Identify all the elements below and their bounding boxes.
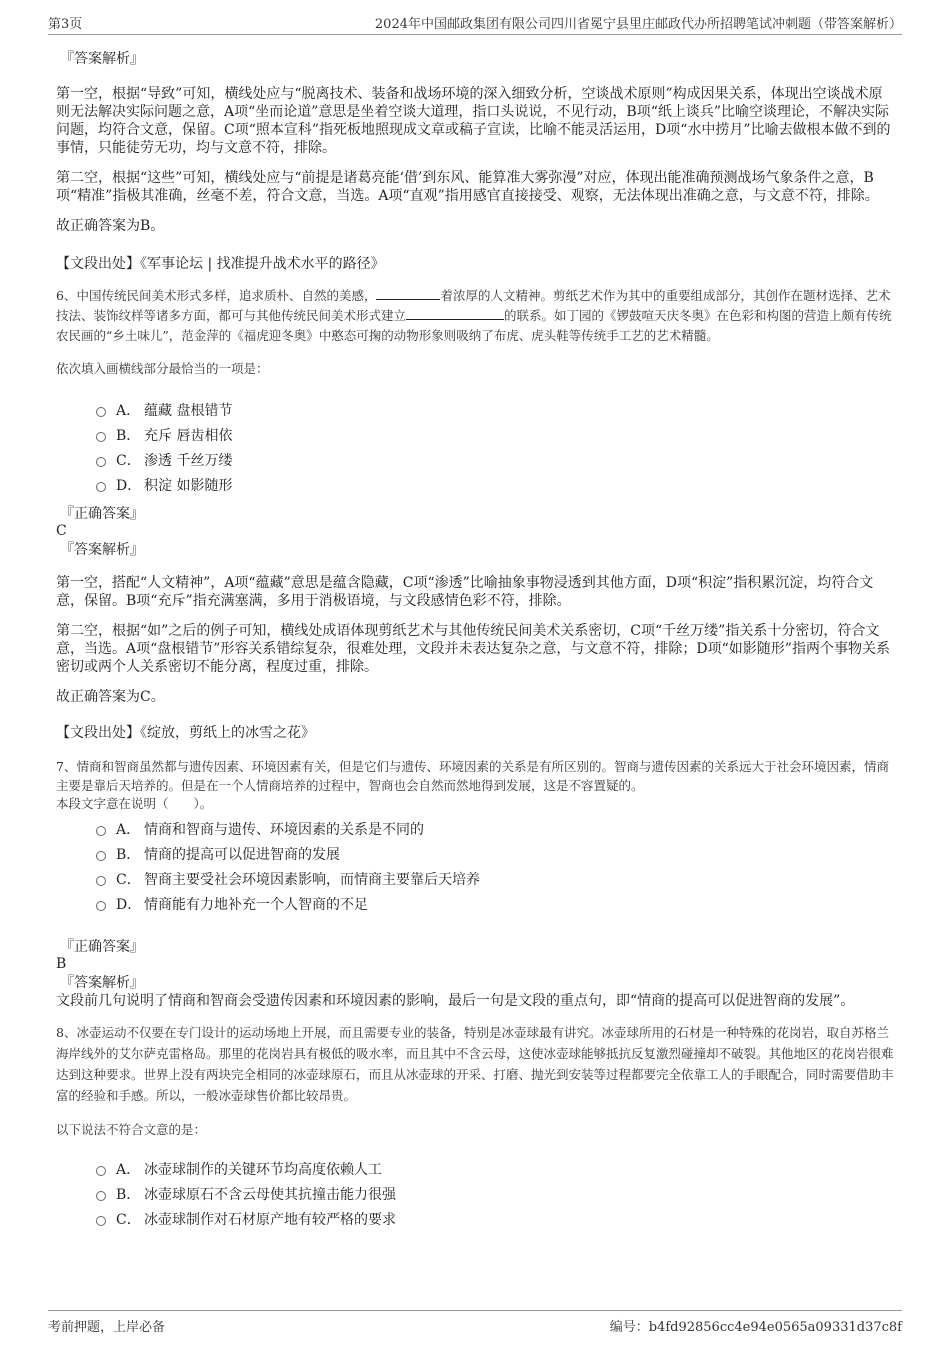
option-d[interactable]	[96, 472, 896, 497]
option-b[interactable]	[96, 1181, 896, 1206]
page-footer	[48, 1310, 902, 1335]
page-header	[48, 10, 902, 35]
option-letter: A．	[116, 821, 141, 838]
conclusion: 故正确答案为B。	[56, 218, 165, 234]
question-stem	[56, 286, 896, 346]
option-text: 渗透 千丝万缕	[144, 452, 233, 469]
question-stem-part: 的联系。如丁园的《锣鼓喧天庆冬奥》在色彩和构图的营造上颇有传统农民画的“乡土味儿”，范金萍的《福虎迎冬奥》中憨态可掬的动物形象则吸纳了布虎、虎头鞋等传统手工艺的艺术精髓。	[56, 308, 892, 343]
analysis-tag: 『答案解析』	[60, 975, 144, 991]
analysis-paragraph: 文段前几句说明了情商和智商会受遗传因素和环境因素的影响，最后一句是文段的重点句，即“情商的提高可以促进智商的发展”。	[56, 993, 855, 1009]
option-letter: D．	[116, 477, 142, 494]
option-letter: B．	[116, 846, 141, 863]
option-letter: C．	[116, 871, 141, 888]
option-letter: A．	[116, 402, 141, 419]
option-c[interactable]	[96, 447, 896, 472]
radio-icon[interactable]	[96, 876, 106, 886]
source-citation: 【文段出处】《绽放，剪纸上的冰雪之花》	[56, 725, 315, 741]
radio-icon[interactable]	[96, 407, 106, 417]
source-citation: 【文段出处】《军事论坛 | 找准提升战术水平的路径》	[56, 256, 385, 272]
option-text: 积淀 如影随形	[144, 477, 233, 494]
question-prompt: 本段文字意在说明（ ）。	[56, 796, 213, 811]
analysis-paragraph: 第二空，根据“这些”可知，横线处应与“前提是诸葛亮能‘借’到东风、能算准大雾弥漫”对应，体现出能准确预测战场气象条件之意，B项“精准”指极其准确，丝毫不差，符合文意，当选。A项“直观”指用感官直接接受、观察，无法体现出准确之意，与文意不符，排除。	[56, 170, 879, 204]
answer-tag: 『正确答案』	[60, 506, 144, 522]
option-text: 情商的提高可以促进智商的发展	[144, 846, 340, 863]
option-letter: D．	[116, 896, 142, 913]
conclusion: 故正确答案为C。	[56, 689, 165, 705]
analysis-paragraph: 第一空，根据“导致”可知，横线处应与“脱离技术、装备和战场环境的深入细致分析，空谈战术原则”构成因果关系，体现出空谈战术原则无法解决实际问题之意，A项“坐而论道”意思是坐着空谈大道理，指口头说说，不见行动，B项“纸上谈兵”比喻空谈理论，不解决实际问题，均符合文意，保留。C项“照本宣科”指死板地照现成文章或稿子宣读，比喻不能灵活运用，D项“水中捞月”比喻去做根本做不到的事情，只能徒劳无功，均与文意不符，排除。	[56, 86, 891, 156]
option-a[interactable]	[96, 397, 896, 422]
option-letter: B．	[116, 427, 141, 444]
option-d[interactable]	[96, 891, 896, 916]
option-a[interactable]	[96, 1156, 896, 1181]
blank-line	[406, 307, 504, 320]
analysis-paragraph: 第一空，搭配“人文精神”，A项“蕴藏”意思是蕴含隐藏，C项“渗透”比喻抽象事物浸透到其他方面，D项“积淀”指积累沉淀，均符合文意，保留。B项“充斥”指充满塞满，多用于消极语境，与文段感情色彩不符，排除。	[56, 575, 874, 609]
radio-icon[interactable]	[96, 1166, 106, 1176]
question-stem-part: 6、中国传统民间美术形式多样，追求质朴、自然的美感，	[56, 288, 377, 303]
radio-icon[interactable]	[96, 851, 106, 861]
radio-icon[interactable]	[96, 482, 106, 492]
option-text: 智商主要受社会环境因素影响，而情商主要靠后天培养	[144, 871, 480, 888]
question-stem: 7、情商和智商虽然都与遗传因素、环境因素有关，但是它们与遗传、环境因素的关系是有所区别的。智商与遗传因素的关系远大于社会环境因素，情商主要是靠后天培养的。但是在一个人情商培养的过程中，智商也会自然而然地得到发展，这是不容置疑的。	[56, 759, 889, 793]
option-text: 情商能有力地补充一个人智商的不足	[144, 896, 368, 913]
correct-answer: B	[56, 956, 67, 972]
question-prompt: 依次填入画横线部分最恰当的一项是：	[56, 361, 269, 376]
footer-slogan: 考前押题，上岸必备	[48, 1320, 166, 1335]
option-text: 情商和智商与遗传、环境因素的关系是不同的	[144, 821, 424, 838]
analysis-tag: 『答案解析』	[60, 542, 144, 558]
radio-icon[interactable]	[96, 1191, 106, 1201]
options-list	[56, 816, 896, 916]
option-text: 冰壶球制作的关键环节均高度依赖人工	[144, 1161, 382, 1178]
option-b[interactable]	[96, 422, 896, 447]
document-id: 编号：b4fd92856cc4e94e0565a09331d37c8f	[609, 1320, 902, 1335]
question-stem: 8、冰壶运动不仅要在专门设计的运动场地上开展，而且需要专业的装备，特别是冰壶球最有讲究。冰壶球所用的石材是一种特殊的花岗岩，取自苏格兰海岸线外的艾尔萨克雷格岛。那里的花岗岩具有极低的吸水率，而且其中不含云母，这使冰壶球能够抵抗反复激烈碰撞却不破裂。其他地区的花岗岩很难达到这种要求。世界上没有两块完全相同的冰壶球原石，而且从冰壶球的开采、打磨、抛光到安装等过程都要完全依靠工人的手眼配合，同时需要借助丰富的经验和手感。所以，一般冰壶球售价都比较昂贵。	[56, 1025, 894, 1103]
options-list	[56, 397, 896, 497]
question-stem-part: 着浓厚的人文精神。剪纸艺术作为其中的重要组成部分，其创作在题材选择、艺术技法、装饰纹样等诸多方面，都可与其他传统民间美术形式建立	[56, 288, 891, 323]
question-prompt: 以下说法不符合文意的是：	[56, 1122, 207, 1137]
option-text: 冰壶球原石不含云母使其抗撞击能力很强	[144, 1186, 396, 1203]
page-content	[56, 44, 896, 1231]
radio-icon[interactable]	[96, 1216, 106, 1226]
option-letter: C．	[116, 1211, 141, 1228]
option-text: 充斥 唇齿相依	[144, 427, 233, 444]
option-text: 冰壶球制作对石材原产地有较严格的要求	[144, 1211, 396, 1228]
answer-tag: 『正确答案』	[60, 939, 144, 955]
blank-line	[376, 287, 440, 300]
option-letter: B．	[116, 1186, 141, 1203]
option-c[interactable]	[96, 866, 896, 891]
radio-icon[interactable]	[96, 901, 106, 911]
correct-answer: C	[56, 523, 67, 539]
radio-icon[interactable]	[96, 457, 106, 467]
option-letter: C．	[116, 452, 141, 469]
option-text: 蕴藏 盘根错节	[144, 402, 233, 419]
radio-icon[interactable]	[96, 432, 106, 442]
option-b[interactable]	[96, 841, 896, 866]
page-number: 第3页	[48, 17, 83, 32]
option-c[interactable]	[96, 1206, 896, 1231]
options-list	[56, 1156, 896, 1231]
analysis-paragraph: 第二空，根据“如”之后的例子可知，横线处成语体现剪纸艺术与其他传统民间美术关系密切，C项“千丝万缕”指关系十分密切，符合文意，当选。A项“盘根错节”形容关系错综复杂，很难处理，文段并未表达复杂之意，与文意不符，排除；D项“如影随形”指两个事物关系密切或两个人关系密切不能分离，程度过重，排除。	[56, 623, 890, 675]
analysis-tag: 『答案解析』	[60, 51, 144, 67]
document-title: 2024年中国邮政集团有限公司四川省冕宁县里庄邮政代办所招聘笔试冲刺题（带答案解析）	[374, 17, 902, 32]
option-letter: A．	[116, 1161, 141, 1178]
option-a[interactable]	[96, 816, 896, 841]
radio-icon[interactable]	[96, 826, 106, 836]
